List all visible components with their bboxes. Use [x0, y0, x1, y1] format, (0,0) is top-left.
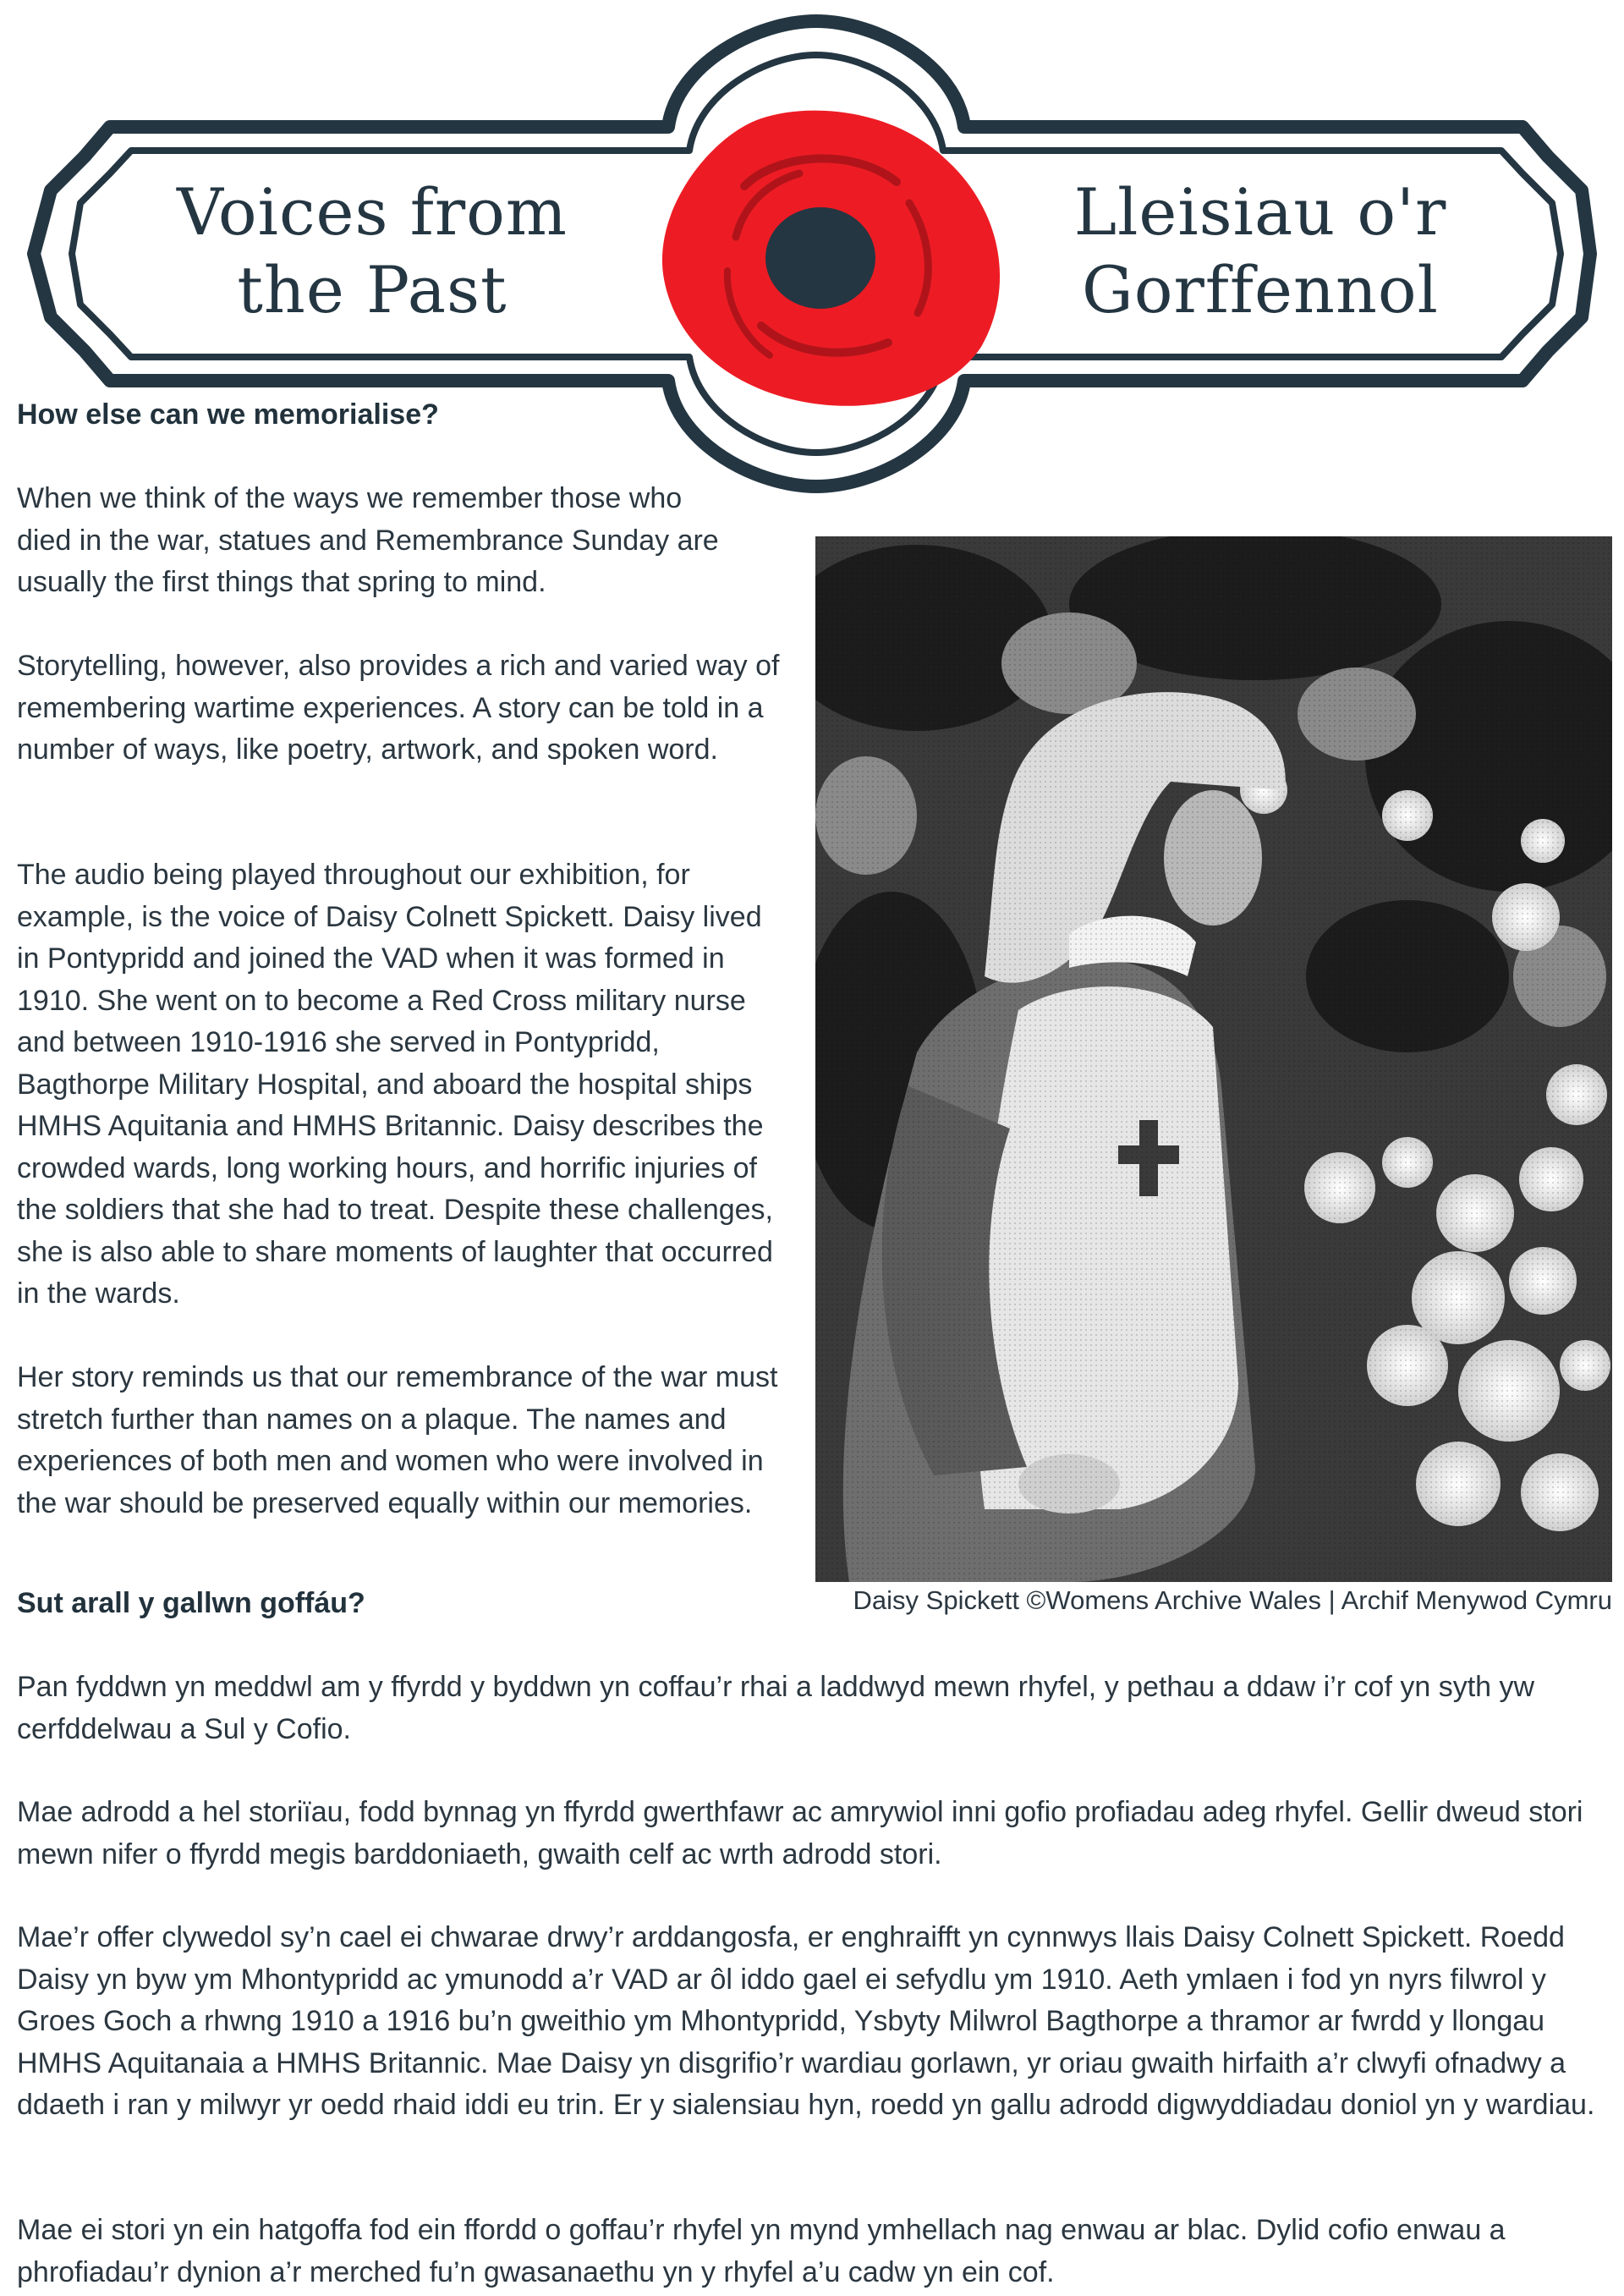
welsh-heading: Sut arall y gallwn goffáu?: [17, 1587, 365, 1619]
welsh-paragraph-1: Pan fyddwn yn meddwl am y ffyrdd y byddwn yn coffau’r rhai a laddwyd mewn rhyfel, y pethau a ddaw i’r cof yn syth yw cerfddelwau a Sul y Cofio.: [17, 1671, 1535, 1745]
english-paragraph-2: Storytelling, however, also provides a rich and varied way of remembering wartime experiences. A story can be told in a number of ways, like poetry, artwork, and spoken word.: [17, 650, 780, 766]
title-english: [152, 173, 592, 329]
title-english-line2: the Past: [237, 252, 508, 327]
title-english-line1: Voices from: [177, 174, 568, 250]
english-paragraph-3: The audio being played throughout our exhibition, for example, is the voice of Daisy Colnett Spickett. Daisy lived in Pontypridd and joined the VAD when it was formed in 1910. She went on to become a Red Cross military nurse and between 1910-1916 she served in Pontypridd, Bagthorpe Military Hospital, and aboard the hospital ships HMHS Aquitania and HMHS Britannic. Daisy describes the crowded wards, long working hours, and horrific injuries of the soldiers that she had to treat. Despite these challenges, she is also able to share moments of laughter that occurred in the wards.: [17, 859, 773, 1310]
daisy-spickett-photo: [815, 536, 1612, 1582]
english-paragraph-4: Her story reminds us that our remembrance of the war must stretch further than names on a plaque. The names and experiences of both men and women who were involved in the war should be preserved equally within our memories.: [17, 1361, 778, 1519]
photo-caption: Daisy Spickett ©Womens Archive Wales | Archif Menywod Cymru: [853, 1585, 1612, 1615]
welsh-paragraph-2: Mae adrodd a hel storiïau, fodd bynnag yn ffyrdd gwerthfawr ac amrywiol inni gofio profiadau adeg rhyfel. Gellir dweud stori mewn nifer o ffyrdd megis barddoniaeth, gwaith celf ac wrth adrodd stori.: [17, 1796, 1583, 1870]
title-welsh-line2: Gorffennol: [1082, 252, 1439, 327]
english-heading: How else can we memorialise?: [17, 398, 439, 431]
title-welsh-line1: Lleisiau o'r: [1073, 174, 1447, 250]
english-paragraph-1: When we think of the ways we remember those who died in the war, statues and Remembrance Sunday are usually the first things that spring to mind.: [17, 482, 719, 598]
poppy-icon: [662, 111, 1000, 406]
title-welsh: [1023, 173, 1497, 329]
welsh-paragraph-4: Mae ei stori yn ein hatgoffa fod ein ffordd o goffau’r rhyfel yn mynd ymhellach nag enwau ar blac. Dylid cofio enwau a phrofiadau’r dynion a’r merched fu’n gwasanaethu yn y rhyfel a’u cadw yn ein cof.: [17, 2214, 1506, 2288]
welsh-paragraph-3: Mae’r offer clywedol sy’n cael ei chwarae drwy’r arddangosfa, er enghraifft yn cynnwys llais Daisy Colnett Spickett. Roedd Daisy yn byw ym Mhontypridd ac ymunodd a’r VAD ar ôl iddo gael ei sefydlu ym 1910. Aeth ymlaen i fod yn nyrs filwrol y Groes Goch a rhwng 1910 a 1916 bu’n gweithio ym Mhontypridd, Ysbyty Milwrol Bagthorpe a thramor ar fwrdd y llongau HMHS Aquitanaia a HMHS Britannic. Mae Daisy yn disgrifio’r wardiau gorlawn, yr oriau gwaith hirfaith a’r clwyfi ofnadwy a ddaeth i ran y milwyr yr oedd rhaid iddi eu trin. Er y sialensiau hyn, roedd yn gallu adrodd digwyddiadau doniol yn y wardiau.: [17, 1921, 1595, 2121]
